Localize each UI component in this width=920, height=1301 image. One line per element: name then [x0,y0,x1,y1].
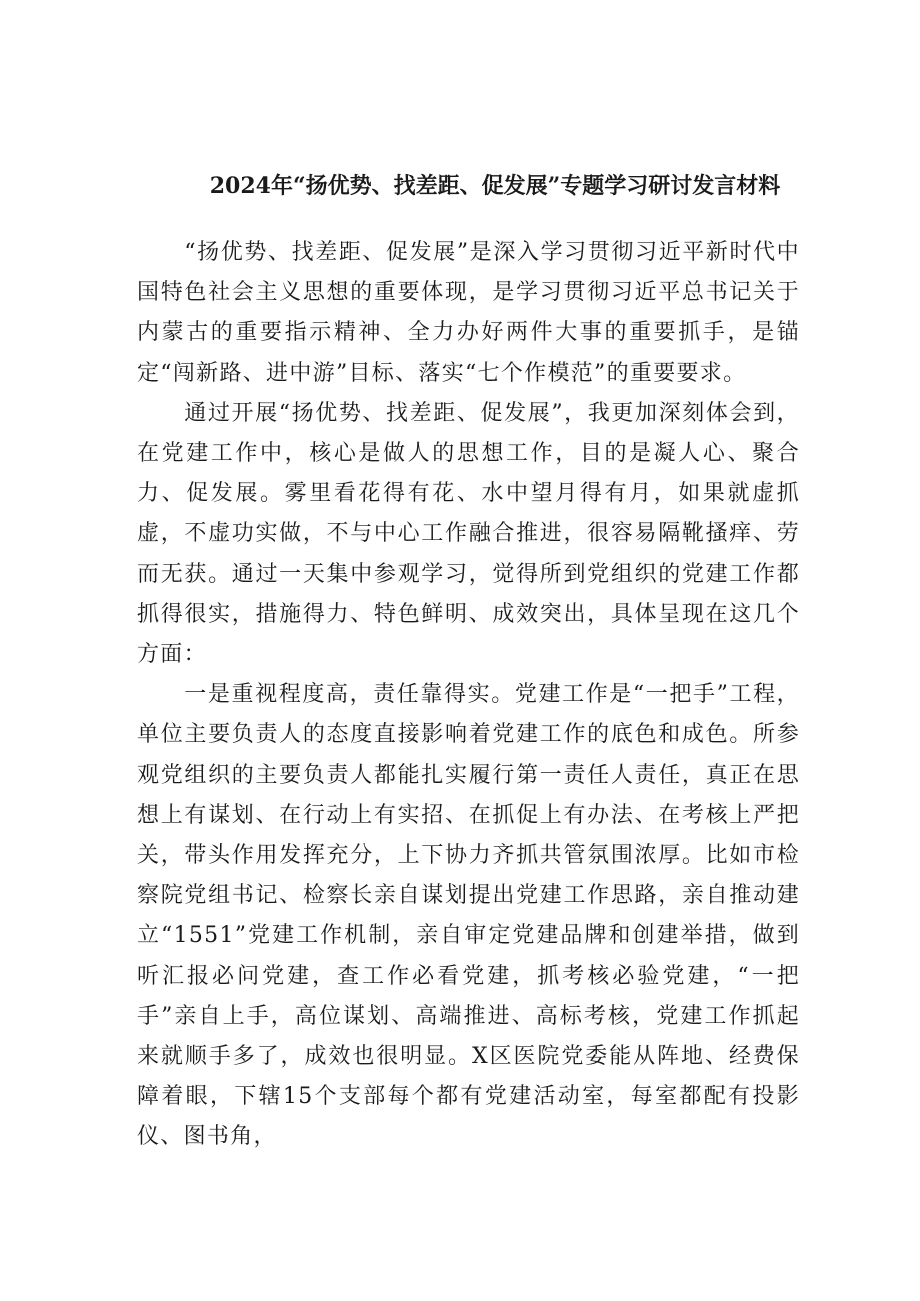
paragraph-3: 一是重视程度高，责任靠得实。党建工作是“一把手”工程，单位主要负责人的态度直接影响着党建工作的底色和成色。所参观党组织的主要负责人都能扎实履行第一责任人责任，真正在思想上有谋划、在行动上有实招、在抓促上有办法、在考核上严把关，带头作用发挥充分，上下协力齐抓共管氛围浓厚。比如市检察院党组书记、检察长亲自谋划提出党建工作思路，亲自推动建立“1551”党建工作机制，亲自审定党建品牌和创建举措，做到听汇报必问党建，查工作必看党建，抓考核必验党建，“一把手”亲自上手，高位谋划、高端推进、高标考核，党建工作抓起来就顺手多了，成效也很明显。X区医院党委能从阵地、经费保障着眼，下辖15个支部每个都有党建活动室，每室都配有投影仪、图书角， [137,682,800,1150]
paragraph-1: “扬优势、找差距、促发展”是深入学习贯彻习近平新时代中国特色社会主义思想的重要体现，是学习贯彻习近平总书记关于内蒙古的重要指示精神、全力办好两件大事的重要抓手，是锚定“闯新路、进中游”目标、落实“七个作模范”的重要要求。 [137,240,800,386]
paragraph-2: 通过开展“扬优势、找差距、促发展”，我更加深刻体会到，在党建工作中，核心是做人的思想工作，目的是凝人心、聚合力、促发展。雾里看花得有花、水中望月得有月，如果就虚抓虚，不虚功实做，不与中心工作融合推进，很容易隔靴搔痒、劳而无获。通过一天集中参观学习，觉得所到党组织的党建工作都抓得很实，措施得力、特色鲜明、成效突出，具体呈现在这几个方面： [137,400,800,668]
document-body [137,233,800,1158]
document-title: 2024年“扬优势、找差距、促发展”专题学习研讨发言材料 [209,173,781,199]
